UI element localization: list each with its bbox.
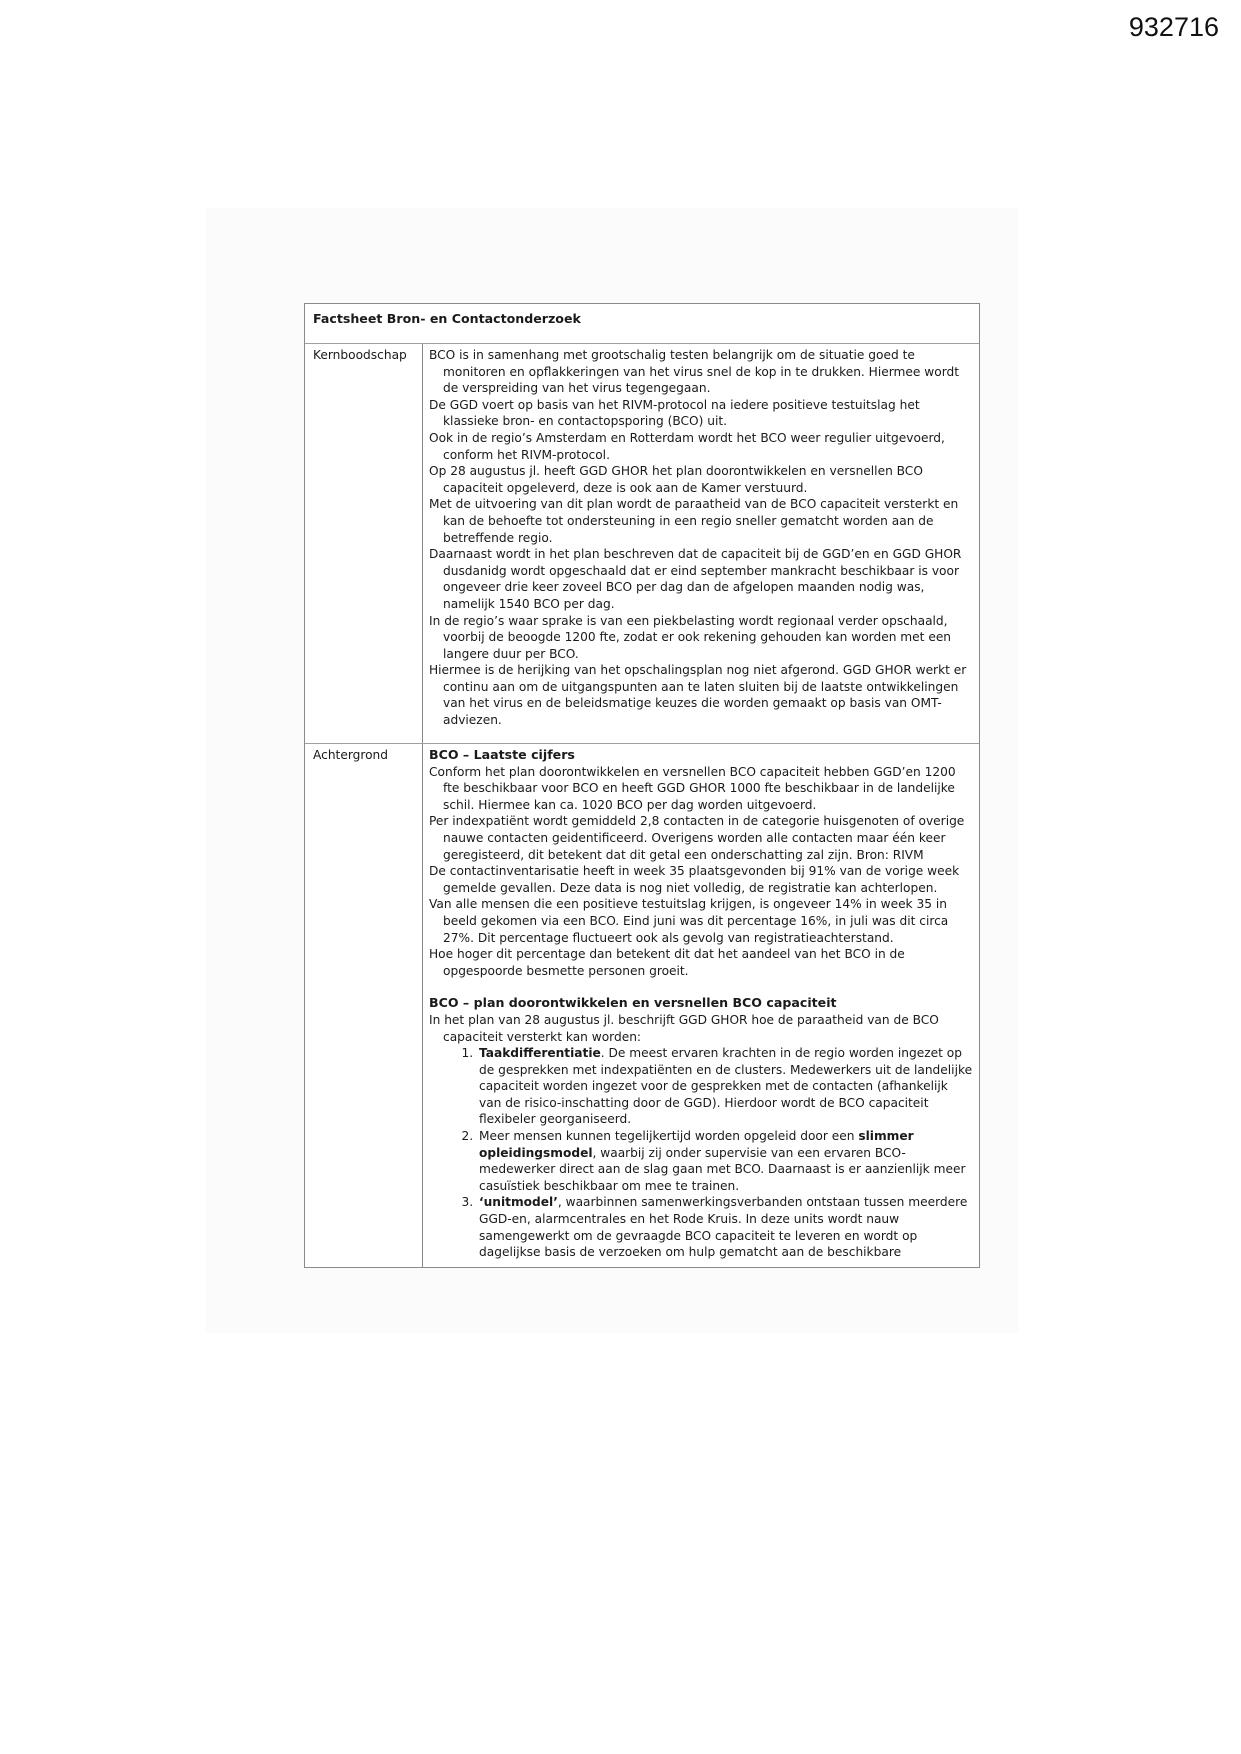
achtergrond-paragraph: Van alle mensen die een positieve testuitslag krijgen, is ongeveer 14% in week 35 in beeld gekomen via een BCO. Eind juni was dit percentage 16%, in juli was dit circa 27%. Dit percentage fluctueert ook als gevolg van registratieachterstand. xyxy=(429,897,949,945)
capacity-plan-intro: In het plan van 28 augustus jl. beschrijft GGD GHOR hoe de paraatheid van de BCO capaciteit versterkt kan worden: xyxy=(429,1012,939,1044)
kernboodschap-paragraph: BCO is in samenhang met grootschalig testen belangrijk om de situatie goed te monitoren en opflakkeringen van het virus snel de kop in te drukken. Hiermee wordt de verspreiding van het virus tegengegaan. xyxy=(429,348,960,396)
row-label-achtergrond: Achtergrond xyxy=(305,744,423,1267)
list-item-lead-text: Meer mensen kunnen tegelijkertijd worden opgeleid door een xyxy=(479,1129,859,1144)
row-label-kernboodschap: Kernboodschap xyxy=(305,344,423,743)
list-item-keyword: ‘unitmodel’ xyxy=(479,1195,558,1210)
list-item xyxy=(477,1045,973,1128)
achtergrond-paragraph: De contactinventarisatie heeft in week 35 plaatsgevonden bij 91% van de vorige week gemelde gevallen. Deze data is nog niet volledig, de registratie kan achterlopen. xyxy=(429,864,960,895)
list-item xyxy=(477,1194,973,1260)
achtergrond-paragraph: Conform het plan doorontwikkelen en versnellen BCO capaciteit hebben GGD’en 1200 fte beschikbaar voor BCO en heeft GGD GHOR 1000 fte beschikbaar in de landelijke schil. Hiermee kan ca. 1020 BCO per dag worden uitgevoerd. xyxy=(429,764,956,812)
table-title: Factsheet Bron- en Contactonderzoek xyxy=(305,304,979,344)
achtergrond-paragraph: Hoe hoger dit percentage dan betekent dit dat het aandeel van het BCO in de opgespoorde besmette personen groeit. xyxy=(429,947,905,978)
row-kernboodschap xyxy=(305,344,979,744)
kernboodschap-content xyxy=(423,344,979,743)
kernboodschap-paragraph: Ook in de regio’s Amsterdam en Rotterdam wordt het BCO weer regulier uitgevoerd, conform het RIVM-protocol. xyxy=(429,430,945,462)
document-id: 932716 xyxy=(1128,12,1219,42)
row-achtergrond xyxy=(305,744,979,1267)
kernboodschap-paragraph: Op 28 augustus jl. heeft GGD GHOR het plan doorontwikkelen en versnellen BCO capaciteit opgeleverd, deze is ook aan de Kamer verstuurd. xyxy=(429,464,923,495)
section-heading-latest-figures: BCO – Laatste cijfers xyxy=(429,747,575,762)
achtergrond-content xyxy=(423,744,979,1267)
section-spacer xyxy=(429,979,973,995)
kernboodschap-paragraph: In de regio’s waar sprake is van een piekbelasting wordt regionaal verder opschaald, voorbij de beoogde 1200 fte, zodat er ook rekening gehouden kan worden met een langere duur per BCO. xyxy=(429,613,952,661)
kernboodschap-paragraph: De GGD voert op basis van het RIVM-protocol na iedere positieve testuitslag het klassieke bron- en contactopsporing (BCO) uit. xyxy=(429,397,920,429)
factsheet-table xyxy=(304,303,980,1268)
list-item-text: . De meest ervaren krachten in de regio worden ingezet op de gesprekken met indexpatiënten en de clusters. Medewerkers uit de landelijke capaciteit worden ingezet voor de gesprekken met de contacten (afhankelijk van de risico-inschatting door de GGD). Hierdoor wordt de BCO capaciteit flexibeler georganiseerd. xyxy=(479,1046,973,1127)
section-heading-capacity-plan: BCO – plan doorontwikkelen en versnellen BCO capaciteit xyxy=(429,995,837,1011)
list-item-text: , waarbij zij onder supervisie van een ervaren BCO-medewerker direct aan de slag gaan met BCO. Daarnaast is er aanzienlijk meer casuïstiek beschikbaar om mee te trainen. xyxy=(479,1145,966,1193)
kernboodschap-paragraph: Met de uitvoering van dit plan wordt de paraatheid van de BCO capaciteit versterkt en kan de behoefte tot ondersteuning in een regio sneller gematcht worden aan de betreffende regio. xyxy=(429,497,959,545)
list-item-text: , waarbinnen samenwerkingsverbanden ontstaan tussen meerdere GGD-en, alarmcentrales en het Rode Kruis. In deze units wordt nauw samengewerkt om de gevraagde BCO capaciteit te leveren en wordt op dagelijkse basis de verzoeken om hulp gematcht aan de beschikbare xyxy=(479,1195,968,1260)
kernboodschap-paragraph: Hiermee is de herijking van het opschalingsplan nog niet afgerond. GGD GHOR werkt er continu aan om de uitgangspunten aan te laten sluiten bij de laatste ontwikkelingen van het virus en de beleidsmatige keuzes die worden gemaakt op basis van OMT-adviezen. xyxy=(429,663,967,728)
achtergrond-paragraph: Per indexpatiënt wordt gemiddeld 2,8 contacten in de categorie huisgenoten of overige nauwe contacten geidentificeerd. Overigens worden alle contacten maar één keer geregisteerd, dit betekent dat dit getal een onderschatting zal zijn. Bron: RIVM xyxy=(429,814,965,862)
list-item-keyword: Taakdifferentiatie xyxy=(479,1046,601,1061)
list-item-keyword: slimmer opleidingsmodel xyxy=(479,1129,914,1160)
kernboodschap-paragraph: Daarnaast wordt in het plan beschreven dat de capaciteit bij de GGD’en en GGD GHOR dusdanidg wordt opgeschaald dat er eind september mankracht beschikbaar is voor ongeveer drie keer zoveel BCO per dag dan de afgelopen maanden nodig was, namelijk 1540 BCO per dag. xyxy=(429,547,962,611)
capacity-plan-list xyxy=(429,1045,973,1261)
list-item xyxy=(477,1128,973,1194)
